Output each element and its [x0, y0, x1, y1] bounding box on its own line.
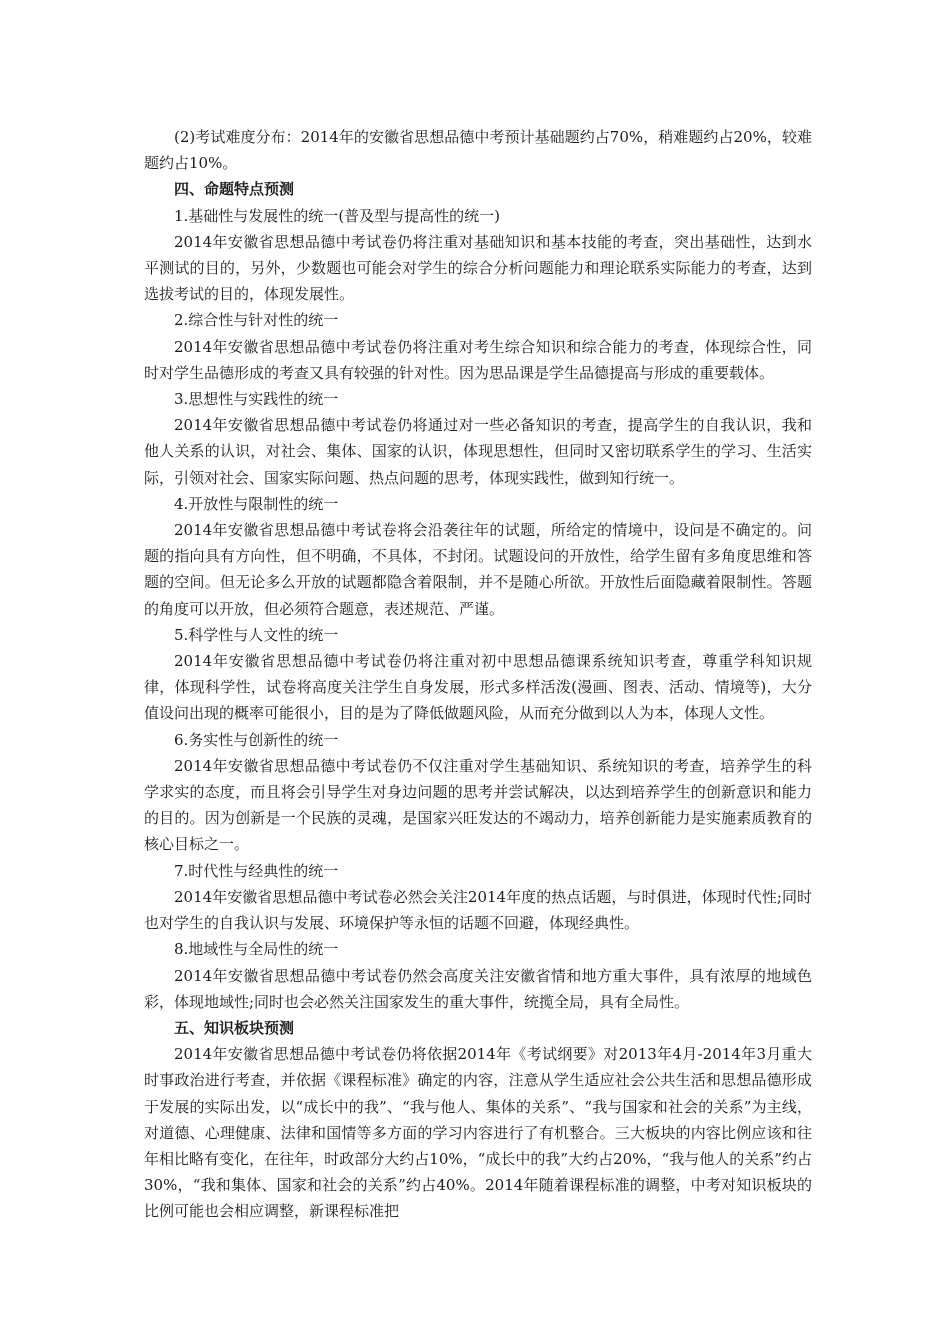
paragraph: 2014年安徽省思想品德中考试卷将会沿袭往年的试题，所给定的情境中，设问是不确定的。问题的指向具有方向性，但不明确，不具体，不封闭。试题设问的开放性，给学生留有多角度思维和答题的空间。但无论多么开放的试题都隐含着限制，并不是随心所欲。开放性后面隐藏着限制性。答题的角度可以开放，但必须符合题意，表述规范、严谨。 — [144, 521, 812, 618]
paragraph: 2014年安徽省思想品德中考试卷仍将注重对基础知识和基本技能的考查，突出基础性，达到水平测试的目的，另外，少数题也可能会对学生的综合分析问题能力和理论联系实际能力的考查，达到选拔考试的目的，体现发展性。 — [144, 232, 812, 304]
paragraph: 2014年安徽省思想品德中考试卷仍将注重对考生综合知识和综合能力的考查，体现综合性，同时对学生品德形成的考查又具有较强的针对性。因为思品课是学生品德提高与形成的重要载体。 — [144, 337, 812, 382]
subsection-title: 7.时代性与经典性的统一 — [174, 861, 339, 880]
section-heading: 五、知识板块预测 — [174, 1018, 295, 1037]
paragraph: 2014年安徽省思想品德中考试卷必然会关注2014年度的热点话题，与时俱进，体现时代性;同时也对学生的自我认识与发展、环境保护等永恒的话题不回避，体现经典性。 — [144, 887, 812, 933]
subsection-title: 8.地域性与全局性的统一 — [174, 940, 339, 959]
document-page — [144, 124, 812, 1225]
subsection-title: 6.务实性与创新性的统一 — [174, 730, 339, 749]
subsection-title: 3.思想性与实践性的统一 — [174, 390, 339, 409]
subsection-title: 2.综合性与针对性的统一 — [174, 311, 339, 330]
paragraph: 2014年安徽省思想品德中考试卷仍将通过对一些必备知识的考查，提高学生的自我认识，我和他人关系的认识，对社会、集体、国家的认识，体现思想性，但同时又密切联系学生的学习、生活实际，引领对社会、国家实际问题、热点问题的思考，体现实践性，做到知行统一。 — [144, 416, 812, 487]
subsection-title: 5.科学性与人文性的统一 — [174, 625, 339, 644]
section-heading: 四、命题特点预测 — [174, 180, 295, 199]
paragraph: 2014年安徽省思想品德中考试卷仍然会高度关注安徽省情和地方重大事件，具有浓厚的地域色彩，体现地域性;同时也会必然关注国家发生的重大事件，统揽全局，具有全局性。 — [144, 966, 812, 1011]
subsection-title: 4.开放性与限制性的统一 — [174, 494, 339, 513]
paragraph: (2)考试难度分布：2014年的安徽省思想品德中考预计基础题约占70%，稍难题约占20%，较难题约占10%。 — [144, 128, 812, 173]
paragraph: 2014年安徽省思想品德中考试卷仍将依据2014年《考试纲要》对2013年4月-2014年3月重大时事政治进行考查，并依据《课程标准》确定的内容，注意从学生适应社会公共生活和思想品德形成于发展的实际出发，以“成长中的我”、“我与他人、集体的关系”、“我与国家和社会的关系”为主线，对道德、心理健康、法律和国情等多方面的学习内容进行了有机整合。三大板块的内容比例应该和往年相比略有变化，在往年，时政部分大约占10%，“成长中的我”大约占20%，“我与他人的关系”约占30%，“我和集体、国家和社会的关系”约占40%。2014年随着课程标准的调整，中考对知识板块的比例可能也会相应调整，新课程标准把 — [144, 1045, 812, 1221]
subsection-title: 1.基础性与发展性的统一(普及型与提高性的统一) — [174, 206, 501, 225]
paragraph: 2014年安徽省思想品德中考试卷仍将注重对初中思想品德课系统知识考查，尊重学科知识规律，体现科学性，试卷将高度关注学生自身发展，形式多样活泼(漫画、图表、活动、情境等)，大分值设问出现的概率可能很小，目的是为了降低做题风险，从而充分做到以人为本，体现人文性。 — [144, 652, 812, 723]
paragraph: 2014年安徽省思想品德中考试卷仍不仅注重对学生基础知识、系统知识的考查，培养学生的科学求实的态度，而且将会引导学生对身边问题的思考并尝试解决，以达到培养学生的创新意识和能力的目的。因为创新是一个民族的灵魂，是国家兴旺发达的不竭动力，培养创新能力是实施素质教育的核心目标之一。 — [144, 756, 812, 854]
